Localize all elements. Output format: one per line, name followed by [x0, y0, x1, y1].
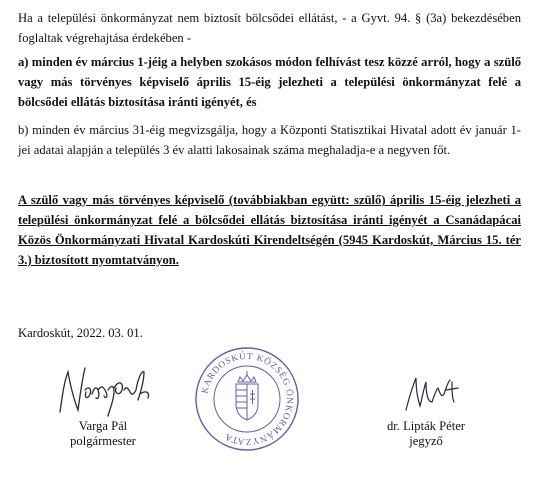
mayor-title: polgármester	[70, 434, 136, 448]
mayor-name: Varga Pál	[78, 419, 128, 433]
notary-name: dr. Lipták Péter	[387, 419, 465, 433]
notary-title: jegyző	[409, 434, 443, 448]
municipal-seal	[192, 344, 302, 454]
coat-of-arms-icon	[236, 371, 258, 420]
paragraph-notice: A szülő vagy más törvényes képviselő (továbbiakban együtt: szülő) április 15-éig jelezheti a települési önkormányzat felé a bölcsődei ellátás biztosítása iránti igényét a Csanádapácai Közös Önkormányzati Hivatal Kardoskúti Kirendeltségén (5945 Kardoskút, Március 15. tér 3.) biztosított nyomtatványon.	[18, 193, 521, 267]
paragraph-b: b) minden év március 31-éig megvizsgálja, hogy a Központi Statisztikai Hivatal adott év január 1-jei adatai alapján a település 3 év alatti lakosainak száma meghaladja-e a negyven főt.	[18, 123, 521, 157]
mayor-signature	[52, 360, 162, 420]
paragraph-a: a) minden év március 1-jéig a helyben szokásos módon felhívást tesz közzé arról, hogy a szülő vagy más törvényes képviselő április 15-éig jelezheti a települési önkormányzat felé a bölcsődei ellátás biztosítása iránti igényét, és	[18, 55, 521, 109]
notary-signature	[400, 372, 470, 416]
place-and-date: Kardoskút, 2022. 03. 01.	[18, 326, 143, 340]
seal-text: KARDOSKÚT KÖZSÉG ÖNKORMÁNYZATA	[199, 350, 296, 448]
paragraph-intro: Ha a települési önkormányzat nem biztosít bölcsődei ellátást, - a Gyvt. 94. § (3a) bekezdésében foglaltak végrehajtása érdekében -	[18, 11, 521, 45]
